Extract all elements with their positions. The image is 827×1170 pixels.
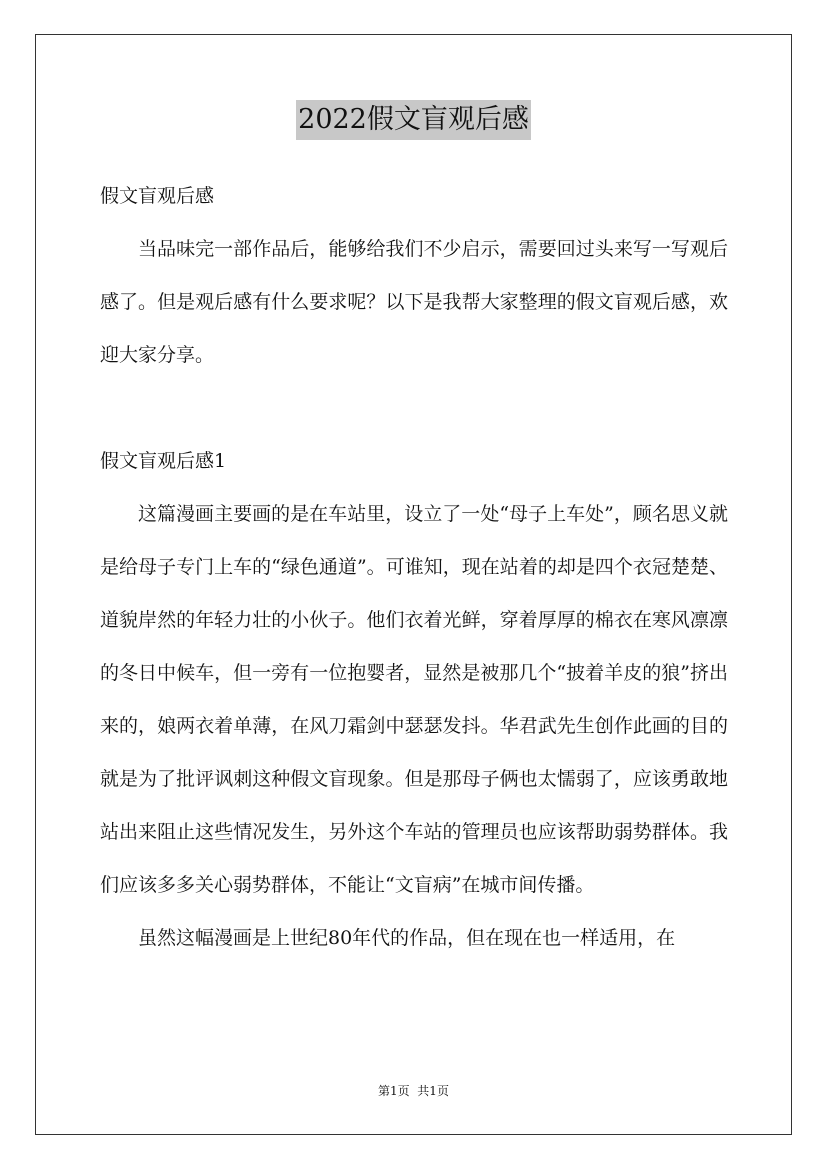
section-heading-1: 假文盲观后感1 [100,450,227,472]
body-paragraph-continued: 虽然这幅漫画是上世纪80年代的作品，但在现在也一样适用，在 [138,927,676,949]
page-footer [0,1082,827,1100]
page-number: 第1页 共1页 [378,1084,449,1098]
document-title: 2022假文盲观后感 [296,100,531,140]
document-body [100,170,728,965]
body-paragraph: 这篇漫画主要画的是在车站里，设立了一处“母子上车处”，顾名思义就是给母子专门上车的“绿色通道”。可谁知，现在站着的却是四个衣冠楚楚、道貌岸然的年轻力壮的小伙子。他们衣着光鲜，穿着厚厚的棉衣在寒风凛凛的冬日中候车，但一旁有一位抱婴者，显然是被那几个“披着羊皮的狼”挤出来的，娘两衣着单薄，在风刀霜剑中瑟瑟发抖。华君武先生创作此画的目的就是为了批评讽刺这种假文盲现象。但是那母子俩也太懦弱了，应该勇敢地站出来阻止这些情况发生，另外这个车站的管理员也应该帮助弱势群体。我们应该多多关心弱势群体，不能让“文盲病”在城市间传播。 [100,503,728,896]
section-heading: 假文盲观后感 [100,185,215,207]
intro-paragraph: 当品味完一部作品后，能够给我们不少启示，需要回过头来写一写观后感了。但是观后感有什么要求呢？以下是我帮大家整理的假文盲观后感，欢迎大家分享。 [100,238,728,366]
title-container [0,100,827,140]
